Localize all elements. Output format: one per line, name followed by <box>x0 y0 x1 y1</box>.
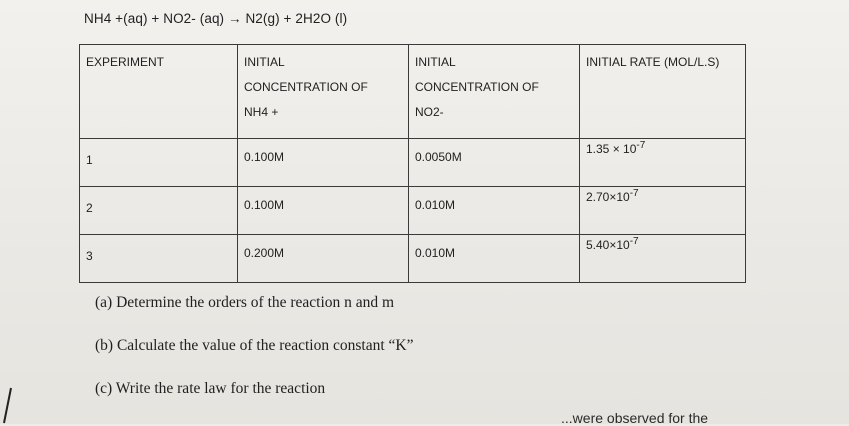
initial-rate: $5.40\times 10^{-7}$ <box>580 235 746 283</box>
table-row <box>80 235 746 283</box>
no2-concentration: 0.010M <box>409 187 580 235</box>
question-a: (a) Determine the orders of the reaction n and m <box>95 294 395 311</box>
header-initial-rate: INITIAL RATE (MOL/L.S) <box>580 45 746 139</box>
nh4-concentration: 0.100M <box>238 187 409 235</box>
rate-exponent: -7 <box>636 140 646 151</box>
initial-rate: $1.35 \times 10^{-7}$ <box>580 139 746 187</box>
nh4-concentration: 0.100M <box>238 139 409 187</box>
question-b: (b) Calculate the value of the reaction constant “K” <box>95 337 414 354</box>
experiment-number: 3 <box>80 235 238 283</box>
table-row <box>80 187 746 235</box>
reaction-equation: NH4 +(aq) + NO2- (aq) → N2(g) + 2H2O (l) <box>84 11 348 26</box>
header-no2-concentration: INITIAL CONCENTRATION OF NO2- <box>409 45 580 139</box>
no2-concentration: 0.0050M <box>409 139 580 187</box>
pen-mark <box>0 382 20 424</box>
question-c: (c) Write the rate law for the reaction <box>95 380 326 397</box>
experiment-number: 1 <box>80 139 238 187</box>
question-list <box>95 294 413 423</box>
experiment-number: 2 <box>80 187 238 235</box>
experiment-table <box>79 44 746 283</box>
header-experiment: EXPERIMENT <box>80 45 238 139</box>
nh4-concentration: 0.200M <box>238 235 409 283</box>
initial-rate: $2.70\times 10^{-7}$ <box>580 187 746 235</box>
header-nh4-concentration: INITIAL CONCENTRATION OF NH4 + <box>238 45 409 139</box>
rate-exponent: -7 <box>629 188 639 199</box>
rate-exponent: -7 <box>629 236 639 247</box>
table-row <box>80 139 746 187</box>
no2-concentration: 0.010M <box>409 235 580 283</box>
partial-text-line: ...were observed for the <box>561 410 709 426</box>
table-header-row <box>80 45 746 139</box>
